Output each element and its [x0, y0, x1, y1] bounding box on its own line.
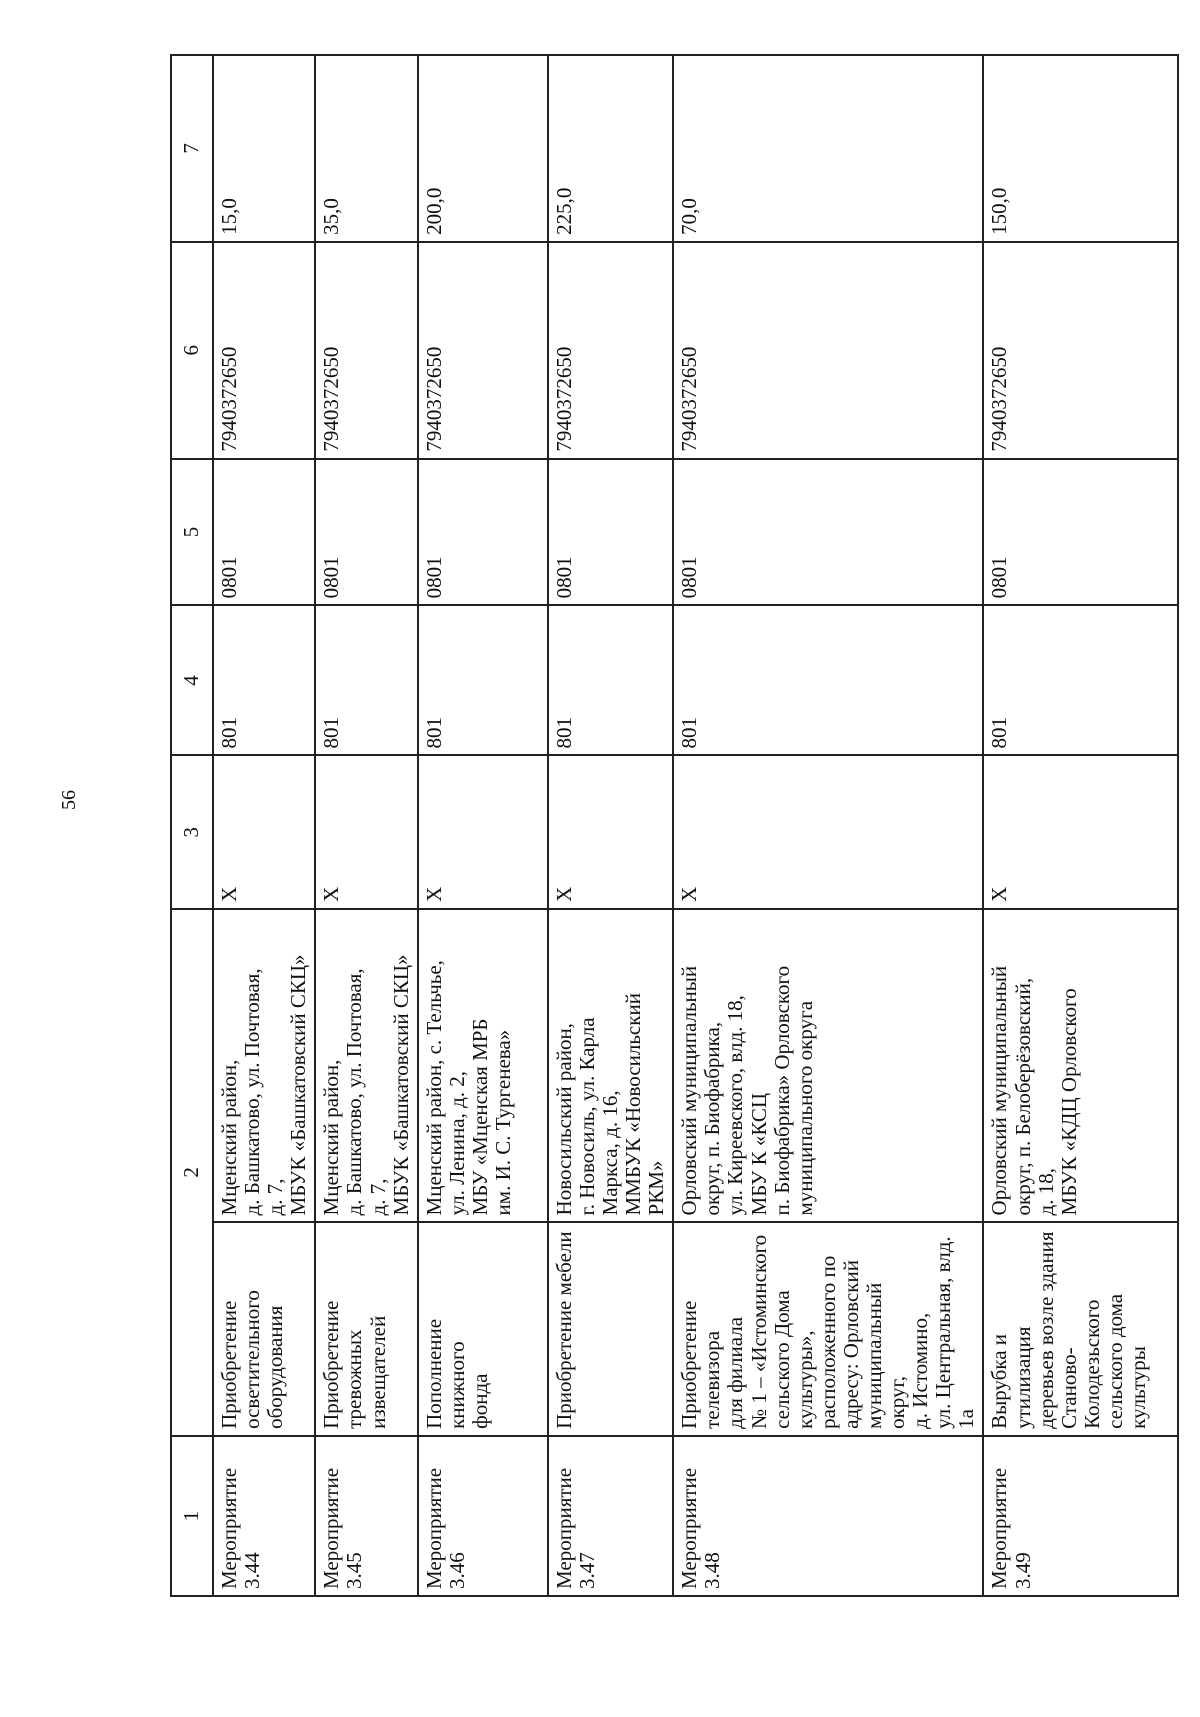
col6-value: 7940372650	[673, 242, 983, 459]
measure-description: Приобретение телевизора для филиала № 1 – «Истоминского сельского Дома культуры», расположенного по адресу: Орловский муниципальный округ, д. Истомино, ул. Центральная, влд. 1а	[673, 1222, 983, 1435]
header-col-3: 3	[171, 755, 213, 908]
col3-value: Х	[315, 755, 417, 908]
col6-value: 7940372650	[213, 242, 315, 459]
measure-address: Орловский муниципальный округ, п. Биофабрика, ул. Киреевского, влд. 18, МБУ К «КСЦ п. Биофабрика» Орловского муниципального округа	[673, 909, 983, 1223]
measure-number: Мероприятие 3.45	[315, 1436, 417, 1596]
measure-description: Приобретение мебели	[548, 1222, 673, 1435]
measure-address: Орловский муниципальный округ, п. Белоберёзовский, д. 18, МБУК «КДЦ Орловского	[983, 909, 1178, 1223]
col6-value: 7940372650	[418, 242, 548, 459]
col3-value: Х	[548, 755, 673, 908]
table-row	[315, 55, 417, 1596]
header-col-2: 2	[171, 909, 213, 1436]
col7-value: 225,0	[548, 55, 673, 242]
col6-value: 7940372650	[983, 242, 1178, 459]
col7-value: 150,0	[983, 55, 1178, 242]
measure-description: Приобретение тревожных извещателей	[315, 1222, 417, 1435]
col6-value: 7940372650	[315, 242, 417, 459]
table-row	[418, 55, 548, 1596]
measure-address: Новосильский район, г. Новосиль, ул. Карла Маркса, д. 16, ММБУК «Новосильский РКМ»	[548, 909, 673, 1223]
budget-table	[170, 54, 1179, 1597]
measure-description: Вырубка и утилизация деревьев возле здания Станово-Колодезьского сельского дома культуры	[983, 1222, 1178, 1435]
header-row	[171, 55, 213, 1596]
col4-value: 801	[213, 605, 315, 755]
col5-value: 0801	[315, 459, 417, 606]
table-row	[213, 55, 315, 1596]
col5-value: 0801	[418, 459, 548, 606]
measure-number: Мероприятие 3.47	[548, 1436, 673, 1596]
measure-description: Приобретение осветительного оборудования	[213, 1222, 315, 1435]
col3-value: Х	[213, 755, 315, 908]
col4-value: 801	[548, 605, 673, 755]
measure-number: Мероприятие 3.44	[213, 1436, 315, 1596]
col4-value: 801	[673, 605, 983, 755]
header-col-6: 6	[171, 242, 213, 459]
measure-address: Мценский район, д. Башкатово, ул. Почтовая, д. 7, МБУК «Башкатовский СКЦ»	[315, 909, 417, 1223]
col6-value: 7940372650	[548, 242, 673, 459]
col4-value: 801	[983, 605, 1178, 755]
measure-description: Пополнение книжного фонда	[418, 1222, 548, 1435]
col3-value: Х	[673, 755, 983, 908]
header-col-1: 1	[171, 1436, 213, 1596]
col5-value: 0801	[983, 459, 1178, 606]
measure-address: Мценский район, д. Башкатово, ул. Почтовая, д. 7, МБУК «Башкатовский СКЦ»	[213, 909, 315, 1223]
header-col-7: 7	[171, 55, 213, 242]
col5-value: 0801	[213, 459, 315, 606]
col3-value: Х	[983, 755, 1178, 908]
table-row	[548, 55, 673, 1596]
measure-number: Мероприятие 3.46	[418, 1436, 548, 1596]
header-col-4: 4	[171, 605, 213, 755]
page-number: 56	[58, 790, 80, 810]
col7-value: 70,0	[673, 55, 983, 242]
rotated-table-wrapper	[170, 54, 1150, 1597]
col4-value: 801	[315, 605, 417, 755]
col5-value: 0801	[673, 459, 983, 606]
col7-value: 15,0	[213, 55, 315, 242]
table-row	[673, 55, 983, 1596]
col7-value: 200,0	[418, 55, 548, 242]
measure-address: Мценский район, с. Тельчье, ул. Ленина, д. 2, МБУ «Мценская МРБ им. И. С. Тургенева»	[418, 909, 548, 1223]
col7-value: 35,0	[315, 55, 417, 242]
col5-value: 0801	[548, 459, 673, 606]
measure-number: Мероприятие 3.48	[673, 1436, 983, 1596]
table-row	[983, 55, 1178, 1596]
header-col-5: 5	[171, 459, 213, 606]
measure-number: Мероприятие 3.49	[983, 1436, 1178, 1596]
col4-value: 801	[418, 605, 548, 755]
col3-value: Х	[418, 755, 548, 908]
